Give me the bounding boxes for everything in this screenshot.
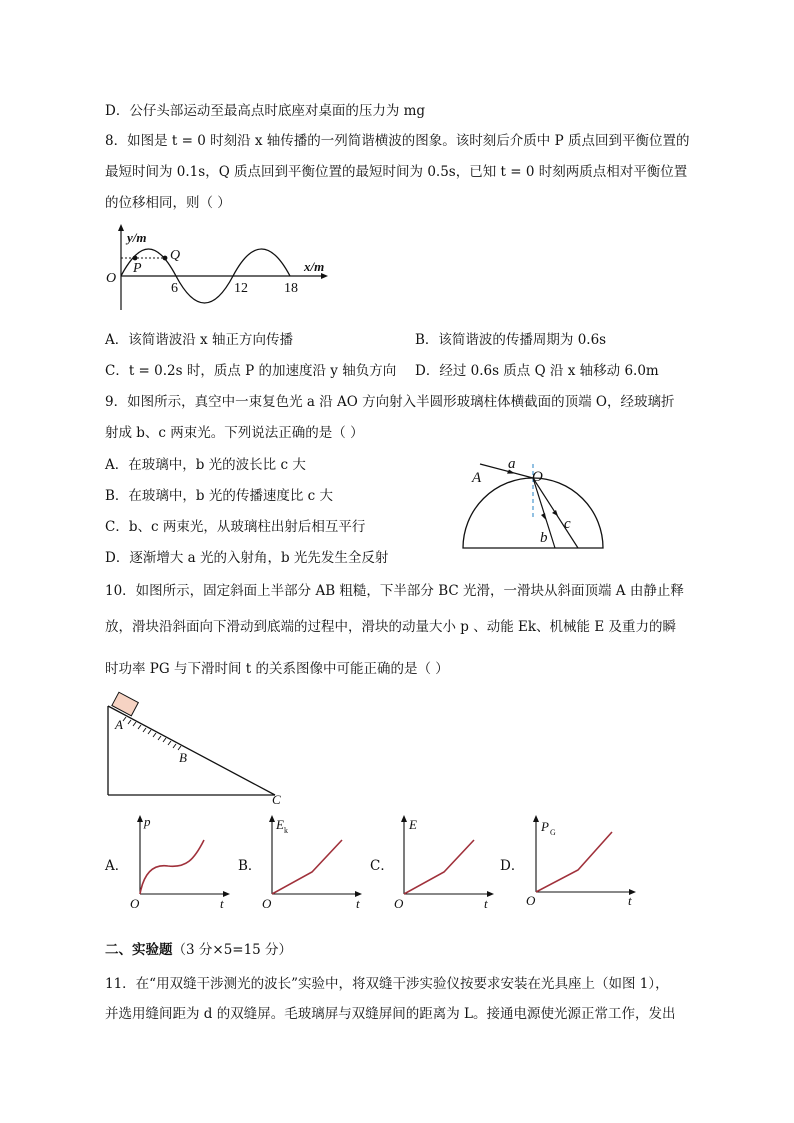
q10-c-y: E [409, 817, 417, 832]
section-heading [105, 941, 292, 959]
q10-stem-line3: 时功率 PG 与下滑时间 t 的关系图像中可能正确的是（ ） [105, 661, 449, 677]
section-note: （3 分×5=15 分） [172, 942, 293, 958]
q9-stem-line2: 射成 b、c 两束光。下列说法正确的是（ ） [105, 425, 364, 441]
q9-label-O: O [532, 469, 543, 485]
q10-d-o: O [526, 893, 536, 908]
q10-c-curve [404, 840, 474, 894]
q8-option-c: C．t = 0.2s 时，质点 P 的加速度沿 y 轴负方向 [105, 363, 397, 379]
q8-q-label: Q [170, 248, 181, 263]
q10-graph-d-label: D． [500, 858, 525, 874]
q8-point-q [163, 256, 168, 261]
q8-stem-line3: 的位移相同，则（ ） [105, 195, 231, 211]
q7-option-d: D．公仔头部运动至最高点时底座对桌面的压力为 mg [105, 103, 426, 119]
q9-stem-line1: 9．如图所示，真空中一束复色光 a 沿 AO 方向射入半圆形玻璃柱体横截面的顶端 O，经玻璃折 [105, 394, 675, 410]
q10-c-t: t [484, 896, 488, 911]
q10-b-curve [272, 840, 342, 894]
q10-label-C: C [272, 792, 281, 807]
q9-label-c: c [564, 516, 571, 532]
q10-b-sub: k [284, 826, 288, 835]
q8-stem-line2: 最短时间为 0.1s，Q 质点回到平衡位置的最短时间为 0.5s，已知 t = 0 时刻两质点相对平衡位置 [105, 164, 688, 180]
q10-d-y: P [541, 819, 549, 834]
q10-a-t: t [220, 896, 224, 911]
q9-label-a: a [508, 456, 516, 472]
q10-graph-b [262, 812, 367, 912]
q8-x-label: x/m [304, 259, 325, 274]
q10-label-A: A [115, 717, 123, 732]
q8-option-d: D．经过 0.6s 质点 Q 沿 x 轴移动 6.0m [415, 363, 659, 379]
q8-p-label: P [133, 261, 142, 276]
q8-option-b: B．该简谐波的传播周期为 0.6s [415, 332, 607, 348]
q10-b-o: O [262, 896, 272, 911]
q8-stem-line1: 8．如图是 t = 0 时刻沿 x 轴传播的一列简谐横波的图象。该时刻后介质中 P 质点回到平衡位置的 [105, 133, 690, 149]
q8-point-p [133, 256, 138, 261]
q10-b-t: t [356, 896, 360, 911]
q8-tick-12: 12 [234, 281, 248, 296]
q10-d-t: t [628, 893, 632, 908]
q10-graph-a-label: A． [105, 858, 129, 874]
q9-semicircle-figure [460, 450, 610, 550]
q10-stem-line1: 10．如图所示，固定斜面上半部分 AB 粗糙，下半部分 BC 光滑，一滑块从斜面顶端 A 由静止释 [105, 583, 684, 599]
q10-a-o: O [130, 896, 140, 911]
q10-a-y: p [144, 814, 151, 829]
q10-a-curve [140, 840, 204, 894]
q9-label-b: b [540, 530, 548, 546]
q10-graph-d [526, 812, 641, 912]
q10-graph-c [394, 812, 499, 912]
q8-wave-figure [100, 220, 340, 320]
q8-tick-18: 18 [284, 281, 298, 296]
q10-stem-line2: 放，滑块沿斜面向下滑动到底端的过程中，滑块的动量大小 p 、动能 Ek、机械能 E 及重力的瞬 [105, 619, 676, 635]
q10-incline-figure [100, 692, 300, 807]
q9-option-b: B．在玻璃中，b 光的传播速度比 c 大 [105, 488, 333, 504]
q10-d-sub: G [550, 828, 556, 837]
q10-graph-a [128, 812, 233, 912]
q11-stem-line1: 11．在“用双缝干涉测光的波长”实验中，将双缝干涉实验仪按要求安装在光具座上（如图 1）， [105, 976, 669, 992]
q8-origin: O [106, 271, 117, 286]
q10-c-o: O [394, 896, 404, 911]
q9-option-c: C．b、c 两束光，从玻璃柱出射后相互平行 [105, 519, 366, 535]
q10-graph-b-label: B． [238, 858, 262, 874]
q10-d-curve [536, 832, 612, 892]
q11-stem-line2: 并选用缝间距为 d 的双缝屏。毛玻璃屏与双缝屏间的距离为 L。接通电源使光源正常工作，发出 [105, 1006, 676, 1022]
q10-b-y: E [276, 817, 284, 832]
section-title: 二、实验题 [105, 942, 173, 958]
q8-tick-6: 6 [171, 281, 178, 296]
q10-label-B: B [179, 750, 187, 765]
q8-option-a: A．该简谐波沿 x 轴正方向传播 [105, 332, 293, 348]
q9-option-d: D．逐渐增大 a 光的入射角，b 光先发生全反射 [105, 550, 389, 566]
q8-y-label: y/m [127, 230, 147, 245]
q10-graph-c-label: C． [370, 858, 394, 874]
q9-option-a: A．在玻璃中，b 光的波长比 c 大 [105, 457, 306, 473]
q9-label-A: A [472, 470, 482, 486]
